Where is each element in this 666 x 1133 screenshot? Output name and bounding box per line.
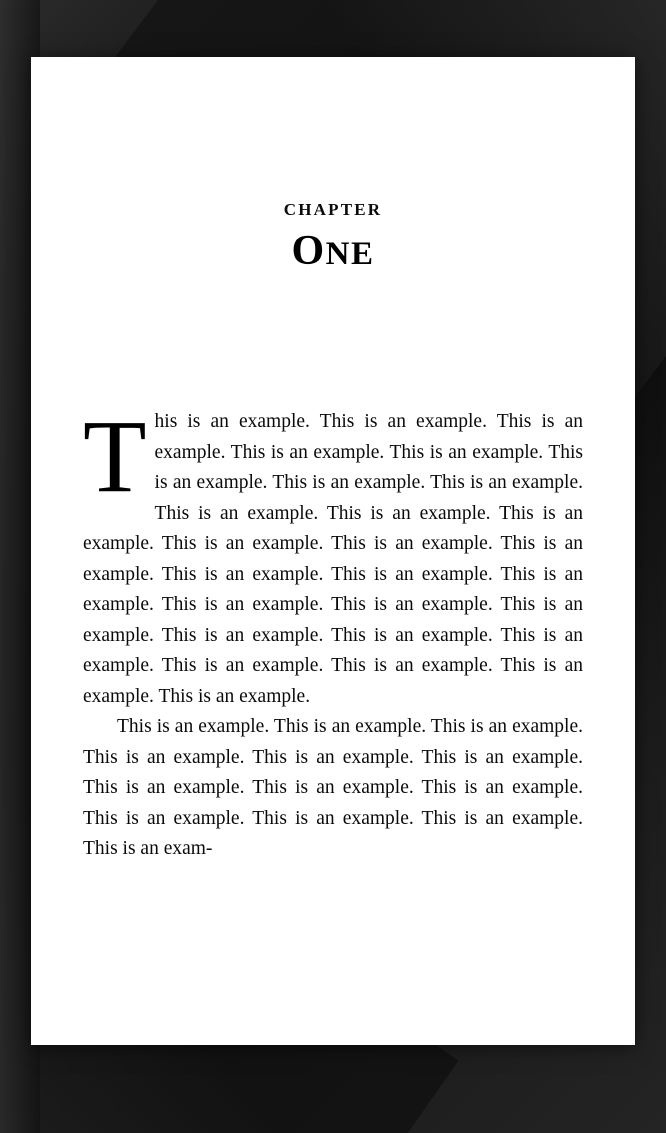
chapter-number-rest: NE — [325, 236, 375, 272]
chapter-number — [83, 230, 583, 272]
chapter-number-initial: O — [291, 228, 326, 274]
paragraph: This is an example. This is an example. This is an example. This is an example. This is an example. This is an example. This is an example. This is an example. This is an example. This is an example. This is an example. This is an example. This is an example. This is an example. This is an example. This is an example. This is an example. This is an example. This is an example. This is an example. This is an example. This is an example. This is an example. This is an example. This is an example. This is an example. This is an example. — [83, 399, 583, 707]
book-page — [31, 57, 635, 1045]
chapter-label: CHAPTER — [283, 200, 383, 219]
page-content — [31, 200, 635, 865]
body-text — [83, 399, 583, 865]
paragraph: This is an example. This is an example. This is an example. This is an example. This is an example. This is an example. This is an example. This is an example. This is an example. This is an example. This is an example. This is an example. This is an exam- — [83, 716, 583, 859]
